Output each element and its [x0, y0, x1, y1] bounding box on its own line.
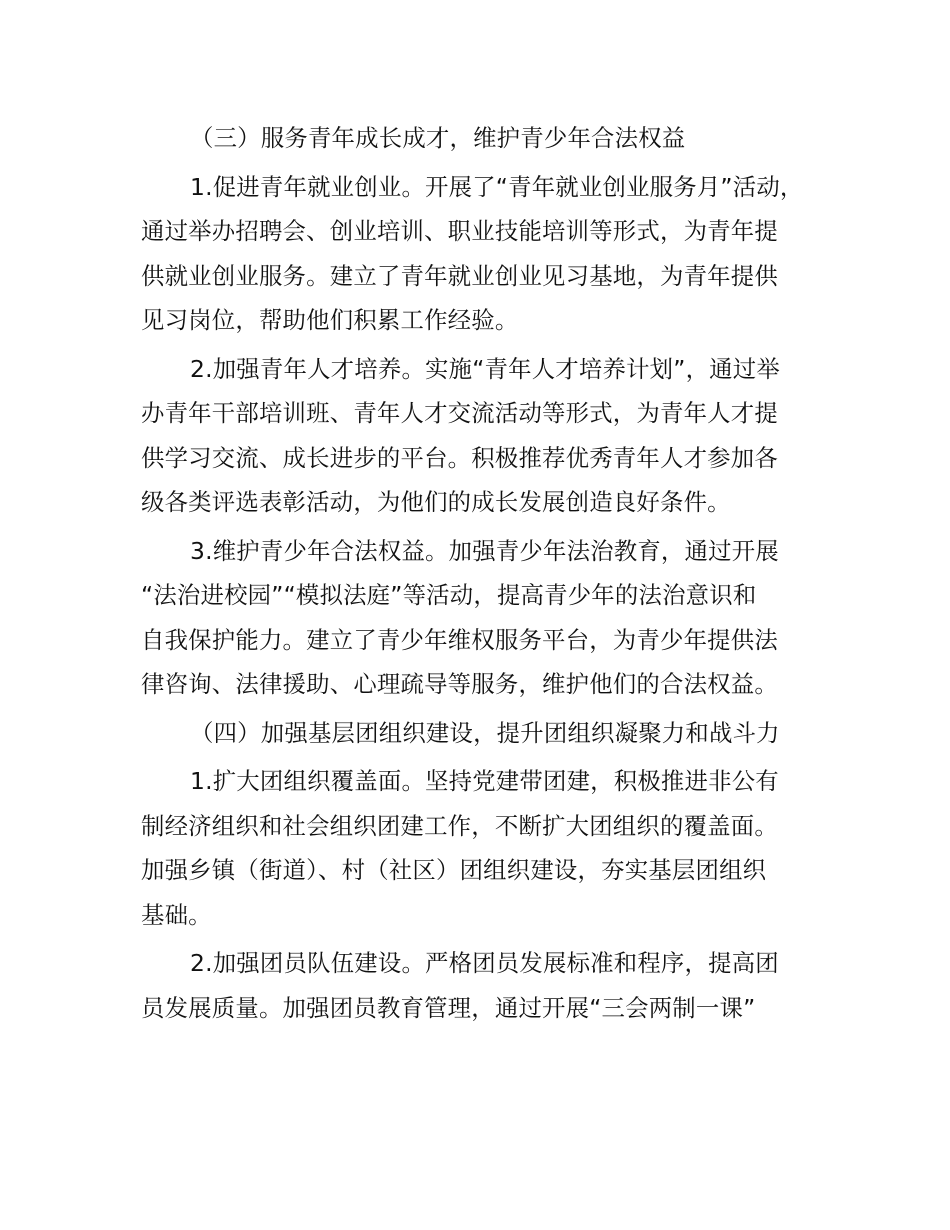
text-line: 员发展质量。加强团员教育管理，通过开展“三会两制一课”: [141, 993, 756, 1022]
text-line: 3.维护青少年合法权益。加强青少年法治教育，通过开展: [190, 536, 779, 565]
text-line: 级各类评选表彰活动，为他们的成长发展创造良好条件。: [141, 488, 731, 516]
text-line: 2.加强青年人才培养。实施“青年人才培养计划”，通过举: [190, 354, 780, 383]
text-line: 基础。: [141, 900, 212, 929]
text-line: 2.加强团员队伍建设。严格团员发展标准和程序，提高团: [190, 949, 779, 977]
text-line: 律咨询、法律援助、心理疏导等服务，维护他们的合法权益。: [141, 670, 778, 698]
text-line: 供学习交流、成长进步的平台。积极推荐优秀青年人才参加各: [141, 443, 778, 472]
text-line: “法治进校园”“模拟法庭”等活动，提高青少年的法治意识和: [141, 581, 757, 609]
paragraph-member-building: [141, 941, 821, 1030]
paragraph-youth-rights: [141, 529, 821, 707]
text-line: 自我保护能力。建立了青少年维权服务平台，为青少年提供法: [141, 625, 778, 654]
text-line: 供就业创业服务。建立了青年就业创业见习基地，为青年提供: [141, 261, 778, 290]
text-line: 见习岗位，帮助他们积累工作经验。: [141, 306, 519, 334]
text-line: 1.促进青年就业创业。开展了“青年就业创业服务月”活动，: [190, 172, 804, 201]
text-line: （四）加强基层团组织建设，提升团组织凝聚力和战斗力: [190, 718, 780, 747]
text-line: 1.扩大团组织覆盖面。坚持党建带团建，积极推进非公有: [190, 767, 779, 795]
text-line: 制经济组织和社会组织团建工作，不断扩大团组织的覆盖面。: [141, 811, 778, 840]
section-heading-4: [141, 711, 821, 756]
section-heading-3: [141, 116, 821, 161]
text-line: 办青年干部培训班、青年人才交流活动等形式，为青年人才提: [141, 399, 778, 427]
paragraph-coverage: [141, 759, 821, 937]
text-line: 加强乡镇（街道）、村（社区）团组织建设，夯实基层团组织: [141, 856, 767, 884]
text-line: （三）服务青年成长成才，维护青少年合法权益: [190, 124, 686, 152]
text-line: 通过举办招聘会、创业培训、职业技能培训等形式，为青年提: [141, 217, 778, 245]
paragraph-employment: [141, 165, 821, 343]
paragraph-talent-training: [141, 347, 821, 525]
document-body: [141, 116, 821, 1034]
